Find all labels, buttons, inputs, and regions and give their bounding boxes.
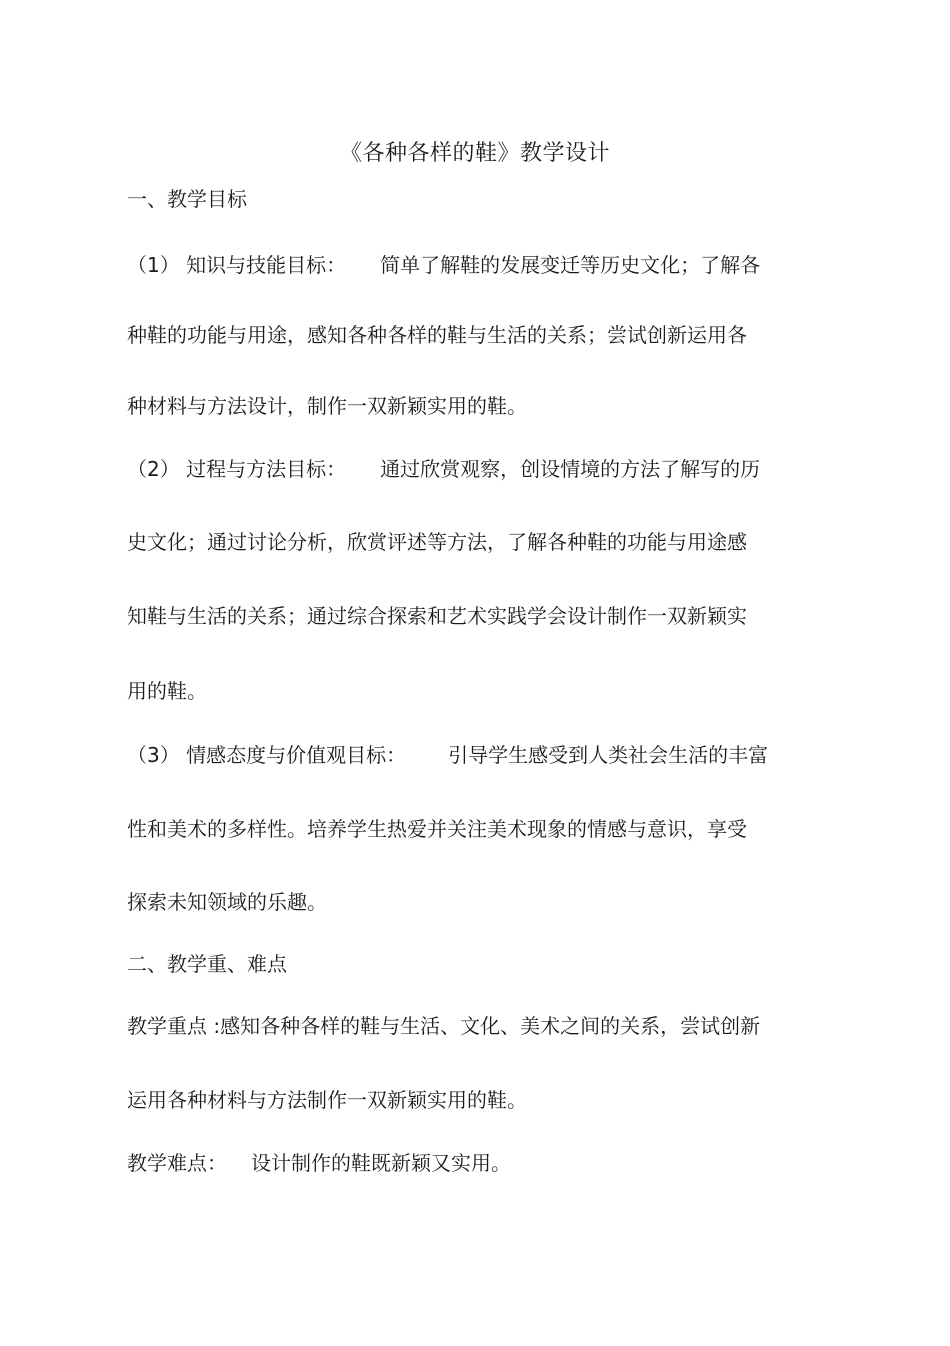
goal-2-line-4: 用的鞋。: [127, 679, 207, 703]
goal-3-line-3: 探索未知领域的乐趣。: [127, 890, 327, 914]
goal-1-label: （1） 知识与技能目标：: [127, 253, 347, 277]
goal-2-label: （2） 过程与方法目标：: [127, 457, 347, 481]
goal-1-first-line: [127, 250, 760, 280]
key-point-line-1: 教学重点 :感知各种各样的鞋与生活、文化、美术之间的关系，尝试创新: [127, 1014, 761, 1038]
goal-2-text: 通过欣赏观察，创设情境的方法了解写的历: [380, 457, 761, 481]
goal-1-line-2: 种鞋的功能与用途，感知各种各样的鞋与生活的关系；尝试创新运用各: [127, 323, 747, 347]
difficulty-line: [127, 1148, 511, 1178]
goal-2-line-2: 史文化；通过讨论分析，欣赏评述等方法，了解各种鞋的功能与用途感: [127, 530, 747, 554]
document-title: 《各种各样的鞋》教学设计: [339, 141, 610, 166]
goal-3-first-line: [127, 740, 768, 770]
section-heading-key-points: 二、教学重、难点: [127, 952, 287, 976]
section-heading-goals: 一、教学目标: [127, 187, 247, 211]
goal-2-line-3: 知鞋与生活的关系；通过综合探索和艺术实践学会设计制作一双新颖实: [127, 604, 747, 628]
goal-3-line-2: 性和美术的多样性。培养学生热爱并关注美术现象的情感与意识，享受: [127, 817, 747, 841]
goal-1-line-3: 种材料与方法设计，制作一双新颖实用的鞋。: [127, 394, 527, 418]
key-point-line-2: 运用各种材料与方法制作一双新颖实用的鞋。: [127, 1088, 527, 1112]
difficulty-text: 设计制作的鞋既新颖又实用。: [251, 1151, 511, 1175]
goal-1-text: 简单了解鞋的发展变迁等历史文化；了解各: [380, 253, 761, 277]
goal-3-label: （3） 情感态度与价值观目标：: [127, 743, 407, 767]
difficulty-label: 教学难点：: [127, 1151, 227, 1175]
goal-2-first-line: [127, 454, 760, 484]
goal-3-text: 引导学生感受到人类社会生活的丰富: [448, 743, 769, 767]
